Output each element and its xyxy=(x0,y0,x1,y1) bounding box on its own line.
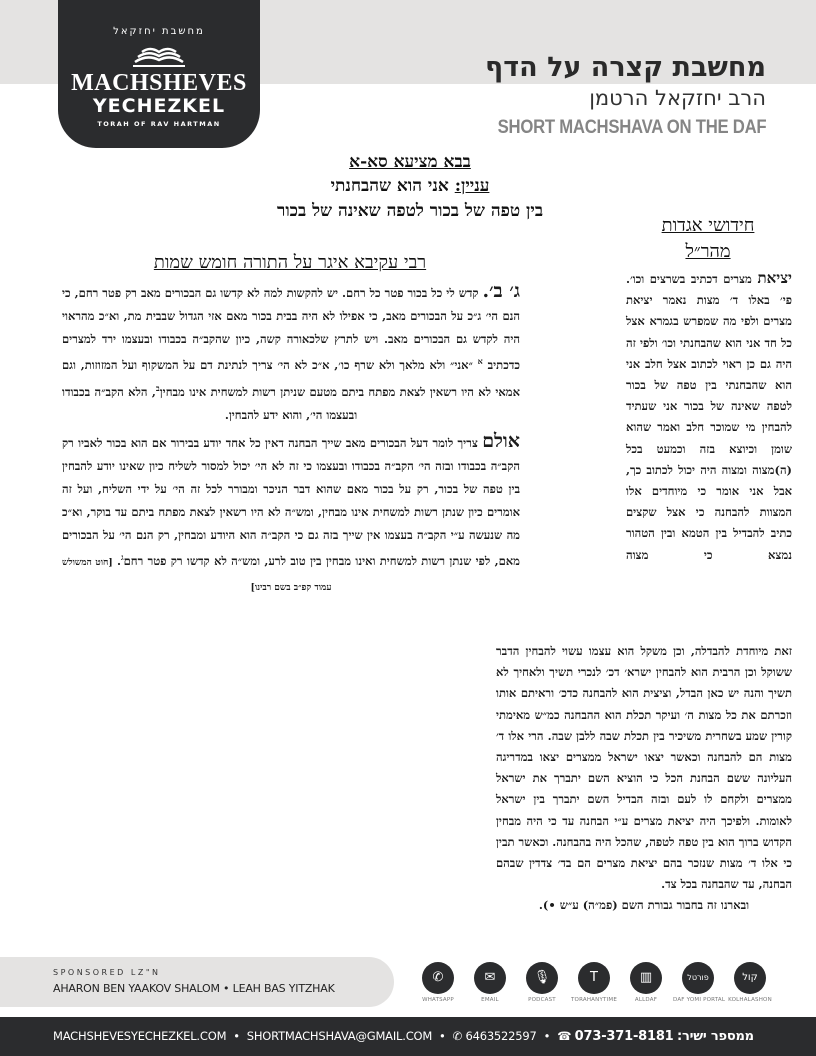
kolhalashon-link[interactable] xyxy=(725,962,775,1003)
logo-tagline: TORAH OF RAV HARTMAN xyxy=(97,120,221,128)
torahanytime-icon: T xyxy=(578,962,610,994)
logo xyxy=(58,0,260,148)
p1-lead: ג׳ ב׳. xyxy=(482,280,520,302)
side-text-wide: זאת מיוחדת להבדלה, וכן משקל הוא עצמו עשוי להבחין הדבר ששוקל וכן הרבית הוא להבחין ישרא׳ דכ׳ לנכרי תשיך ולאחיך לא תשיך והנה יש כאן הבדל, וציצית הוא להבחנה כדכ׳ וראיתם אותו וזכרתם את כל מצות ה׳ ועיקר תכלת הוא ההבחנה כמ״ש מאימתי קורין שמע בשחרית משיכיר בין תכלת שבה ללבן שבה. הרי אלו ד׳ מצות הם להבחנה וכאשר יצאו ישראל ממצרים יצאו במדריגה העליונה ששם הבחנת הכל כי הוציא השם יתברך את ישראל ממצרים ולקחם לו לעם ובזה הבדיל השם יתברך בין ישראל לאומות. ולפיכך היה יציאת מצרים ע״י הבחנה עד כי היה מבחין הקדוש ברוך הוא בין טפה לטפה, שהכל היה בהבחנה. וכאשר תבין כי אלו ד׳ מצות שנזכר בהם יציאת מצרים הם בד׳ צדדין שבהם הבחנה, עד שהבחנה בכל צד. xyxy=(496,644,792,892)
header-author: הרב יחזקאל הרטמן xyxy=(589,86,766,110)
paragraph-1 xyxy=(62,280,520,426)
logo-line1: MACHSHEVES xyxy=(71,70,247,96)
alldaf-icon: ▥ xyxy=(630,962,662,994)
link-label: DAF YOMI PORTAL xyxy=(673,997,726,1003)
side-text-last: ובארנו זה בחבור גבורת השם (פמ״ה) ע״ש •). xyxy=(538,898,750,913)
link-icons xyxy=(413,962,773,1006)
main-heading-text: רבי עקיבא איגר על התורה חומש שמות xyxy=(153,252,427,273)
footer-phone-label: ממספר ישיר: xyxy=(677,1029,754,1044)
separator: • xyxy=(233,1029,240,1043)
phone-icon: ☎ xyxy=(557,1029,572,1043)
alldaf-link[interactable] xyxy=(621,962,671,1003)
link-label: PODCAST xyxy=(528,997,556,1003)
paragraph-2 xyxy=(62,430,520,599)
header-title-hebrew: מחשבת קצרה על הדף xyxy=(485,52,766,83)
source-citation: [חוט המשולש עמוד קפ״ב בשם רבינו] xyxy=(62,558,332,594)
sponsor-names: AHARON BEN YAAKOV SHALOM • LEAH BAS YITZHAK xyxy=(53,982,335,995)
footer-bar xyxy=(0,1017,816,1056)
main-body xyxy=(62,280,520,604)
sponsor-label: SPONSORED LZ"N xyxy=(53,968,161,977)
side-body xyxy=(626,268,792,566)
inyan-text: אני הוא שהבחנתי xyxy=(330,176,449,196)
side-body-wide xyxy=(496,641,792,917)
link-label: TORAHANYTIME xyxy=(570,997,618,1003)
side-heading xyxy=(620,213,796,265)
logo-arc-text: מחשבת יחזקאל xyxy=(113,26,205,37)
podcast-link[interactable] xyxy=(517,962,567,1003)
email-link[interactable] xyxy=(465,962,515,1003)
sponsor-banner xyxy=(0,957,394,1007)
footnote-b: ב xyxy=(155,383,160,394)
side-text: מצרים דכתיב בשרצים וכו׳. פי׳ באלו ד׳ מצות נאמר יציאת מצרים ולפי מה שמפרש בגמרא אצל כל חד אני הוא שהבחנתי וכו׳ ולפי זה היה גם כן ראוי לכתוב אצל חלב אני הוא שהבחנתי בין טפה של בכור לטפה שאינה של בכור אני שעתיד להבחין מי שמוכר חלב ואמר שהוא שומן וכיוצא בזה וכמעט בכל (ה)מצוה ומצוה היה יכול לכתוב כך, אבל אני אומר כי מיוחדים אלו המצוות להבחנה כי אצל שקצים כתיב להבדיל בין הטמא ובין הטהור נמצא כי מצוה xyxy=(626,272,792,562)
p2-lead: אולם xyxy=(482,430,520,453)
footnote-g: ג xyxy=(120,552,124,563)
daf-title-text: בבא מציעא סא-א xyxy=(349,152,471,172)
side-lead-word: יציאת xyxy=(757,269,792,287)
main-heading xyxy=(60,252,520,273)
separator: • xyxy=(543,1029,551,1043)
whatsapp-small-icon: ✆ xyxy=(452,1029,462,1043)
footer-email[interactable]: SHORTMACHSHAVA@GMAIL.COM xyxy=(246,1029,433,1043)
footer-phone[interactable]: 073-371-8181 xyxy=(574,1029,674,1044)
subtitle: בין טפה של בכור לטפה שאינה של בכור xyxy=(276,201,544,221)
whatsapp-link[interactable] xyxy=(413,962,463,1003)
daf-title xyxy=(200,152,620,172)
link-label: EMAIL xyxy=(481,997,499,1003)
inyan-line xyxy=(200,176,620,196)
footer-contacts xyxy=(53,1029,754,1044)
link-label: KOLHALASHON xyxy=(728,997,772,1003)
side-heading-line1: חידושי אגדות xyxy=(661,215,755,236)
p1-text: יש להקשות למה לא קדשו גם הבכורים מאב רק פטר רחם, כי הנם הי׳ ג״כ על הבכורים מאב, כי אפילו לא היה בבית בכור מאם אזי הגדול שבבית מת, וא״כ מהראוי היה לקדש גם הבכורים מאב. ויש לתרץ שלכאורה קשה, כיון שהקב״ה בכבודו ובעצמו ירד למצרים כדכתיב xyxy=(62,286,520,373)
side-heading-line2: מהר״ל xyxy=(685,241,731,262)
link-label: WHATSAPP xyxy=(422,997,454,1003)
link-label: ALLDAF xyxy=(634,997,658,1003)
footer-website[interactable]: MACHSHEVESYECHEZKEL.COM xyxy=(53,1029,227,1043)
podcast-icon: 🎙 xyxy=(526,962,558,994)
separator: • xyxy=(439,1029,446,1043)
footer-whatsapp[interactable]: 6463522597 xyxy=(465,1029,537,1043)
daf-yomi-portal-link[interactable] xyxy=(673,962,726,1003)
email-icon: ✉ xyxy=(474,962,506,994)
p2-end: . xyxy=(116,554,121,569)
p2-text: צריך לומר דעל הבכורים מאב שייך הבחנה דאין כל אחד יודע בבירור אם הוא בכור לאביו רק הקב״ה בכבודו ובזה הי׳ הקב״ה בכבודו ובעצמו כי זה לא הי׳ יכול למסור לשליח כיון שאינו יודע להבחין בין טפה של בכור, רק על בכור מאם שהוא דבר הניכר ומבורר לכל זה הי׳ על ידי השליח, ועל זה אומרים כיון שנתן רשות למשחית אינו מבחין, ומש״ה לא היו רשאין לצאת מפתח ביתם עד בוקר, וא״כ מה שנעשה ע״י הקב״ה בעצמו אין שייך בזה גם כי הקב״ה הוא היודע ומבחין, רק הנם הי׳ על הבכורים מאם, לפי שנתן רשות למשחית ואינו מבחין בין טוב לרע, ומש״ה לא קדשו רק פטר רחם xyxy=(62,436,520,569)
footnote-a: א xyxy=(477,356,483,367)
header-title-english: SHORT MACHSHAVA ON THE DAF xyxy=(497,117,766,138)
p1-text3: , הלא הקב״ה בכבודו ובעצמו הי׳, והוא ידע להבחין. xyxy=(62,384,358,422)
inyan-label: עניין: xyxy=(454,176,490,196)
open-book-icon xyxy=(133,44,185,68)
kolhalashon-icon: קול xyxy=(734,962,766,994)
p1-verse: קדש לי כל בכור פטר כל רחם. xyxy=(342,286,479,300)
logo-line2: YECHEZKEL xyxy=(92,95,226,117)
whatsapp-icon: ✆ xyxy=(422,962,454,994)
p1-text2: ״אני״ ולא מלאך ולא שרף כו׳, א״כ לא הי׳ צריך לנתינת דם על המשקוף ועל המזוזות, וגם אמאי לא היו רשאין לצאת מפתח ביתם מטעם שניתן רשות למשחית אינו מבחין xyxy=(62,358,520,399)
torahanytime-link[interactable] xyxy=(569,962,619,1003)
daf-yomi-portal-icon: פורטל xyxy=(682,962,714,994)
